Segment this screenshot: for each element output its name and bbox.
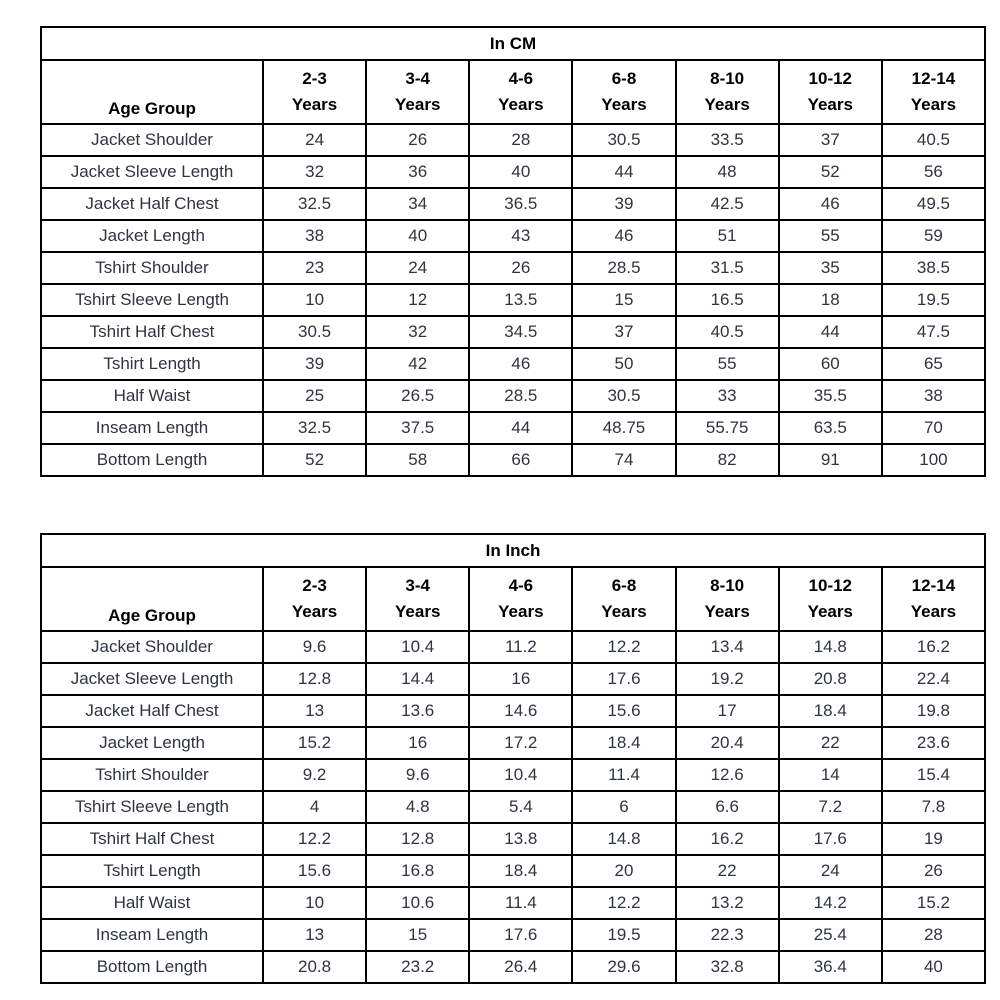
size-value-cell: 13 — [263, 695, 366, 727]
size-value-cell: 17 — [676, 695, 779, 727]
size-value-cell: 22.3 — [676, 919, 779, 951]
age-unit-label: Years — [498, 95, 544, 114]
size-value-cell: 28.5 — [469, 380, 572, 412]
measurement-row — [41, 124, 985, 156]
size-value-cell: 22.4 — [882, 663, 985, 695]
size-value-cell: 11.2 — [469, 631, 572, 663]
age-range-label: 2-3 — [302, 68, 327, 88]
size-value-cell: 59 — [882, 220, 985, 252]
measurement-row — [41, 220, 985, 252]
size-value-cell: 9.6 — [366, 759, 469, 791]
size-value-cell: 11.4 — [469, 887, 572, 919]
age-col-header-10-12 — [779, 567, 882, 631]
size-table-cm — [40, 26, 986, 477]
size-value-cell: 26 — [469, 252, 572, 284]
measurement-row — [41, 663, 985, 695]
size-value-cell: 12 — [366, 284, 469, 316]
size-value-cell: 58 — [366, 444, 469, 476]
size-value-cell: 35 — [779, 252, 882, 284]
size-value-cell: 19.2 — [676, 663, 779, 695]
age-range-label: 3-4 — [405, 68, 430, 88]
size-value-cell: 37 — [779, 124, 882, 156]
size-value-cell: 60 — [779, 348, 882, 380]
size-value-cell: 12.8 — [263, 663, 366, 695]
table-header-row — [41, 60, 985, 124]
age-unit-label: Years — [704, 602, 750, 621]
size-value-cell: 23 — [263, 252, 366, 284]
size-value-cell: 20.8 — [779, 663, 882, 695]
measurement-label: Inseam Length — [41, 412, 263, 444]
measurement-row — [41, 412, 985, 444]
size-value-cell: 40 — [882, 951, 985, 983]
age-unit-label: Years — [601, 602, 647, 621]
size-value-cell: 44 — [469, 412, 572, 444]
size-value-cell: 63.5 — [779, 412, 882, 444]
measurement-label: Jacket Half Chest — [41, 188, 263, 220]
size-value-cell: 18.4 — [469, 855, 572, 887]
size-value-cell: 10 — [263, 887, 366, 919]
size-value-cell: 11.4 — [572, 759, 675, 791]
size-value-cell: 17.6 — [572, 663, 675, 695]
size-value-cell: 9.2 — [263, 759, 366, 791]
size-value-cell: 26.5 — [366, 380, 469, 412]
age-unit-label: Years — [910, 95, 957, 114]
size-value-cell: 82 — [676, 444, 779, 476]
size-value-cell: 17.6 — [779, 823, 882, 855]
size-value-cell: 7.8 — [882, 791, 985, 823]
size-value-cell: 42.5 — [676, 188, 779, 220]
table-title-row — [41, 534, 985, 567]
size-value-cell: 15.2 — [263, 727, 366, 759]
size-value-cell: 43 — [469, 220, 572, 252]
size-value-cell: 6.6 — [676, 791, 779, 823]
size-value-cell: 10.4 — [366, 631, 469, 663]
size-value-cell: 20.4 — [676, 727, 779, 759]
age-unit-label: Years — [395, 602, 441, 621]
measurement-label: Bottom Length — [41, 444, 263, 476]
size-value-cell: 14 — [779, 759, 882, 791]
size-value-cell: 12.2 — [263, 823, 366, 855]
measurement-label: Tshirt Half Chest — [41, 316, 263, 348]
age-col-header-12-14 — [882, 60, 985, 124]
table-header-row — [41, 567, 985, 631]
age-col-header-10-12 — [779, 60, 882, 124]
age-unit-label: Years — [291, 602, 338, 621]
size-value-cell: 40 — [366, 220, 469, 252]
size-value-cell: 15 — [366, 919, 469, 951]
size-value-cell: 14.8 — [572, 823, 675, 855]
size-value-cell: 32.5 — [263, 188, 366, 220]
size-value-cell: 48 — [676, 156, 779, 188]
size-value-cell: 13.5 — [469, 284, 572, 316]
age-range-label: 12-14 — [911, 575, 956, 595]
age-unit-label: Years — [704, 95, 750, 114]
size-value-cell: 19 — [882, 823, 985, 855]
size-value-cell: 18.4 — [572, 727, 675, 759]
size-value-cell: 12.2 — [572, 631, 675, 663]
age-unit-label: Years — [395, 95, 441, 114]
age-col-header-6-8 — [572, 567, 675, 631]
measurement-label: Tshirt Shoulder — [41, 759, 263, 791]
size-value-cell: 31.5 — [676, 252, 779, 284]
size-value-cell: 33 — [676, 380, 779, 412]
age-range-label: 4-6 — [508, 68, 534, 88]
size-value-cell: 37.5 — [366, 412, 469, 444]
measurement-row — [41, 631, 985, 663]
size-value-cell: 32.8 — [676, 951, 779, 983]
size-value-cell: 29.6 — [572, 951, 675, 983]
size-value-cell: 39 — [263, 348, 366, 380]
size-value-cell: 74 — [572, 444, 675, 476]
size-value-cell: 10 — [263, 284, 366, 316]
age-range-label: 6-8 — [611, 68, 637, 88]
measurement-row — [41, 444, 985, 476]
measurement-row — [41, 348, 985, 380]
age-col-header-3-4 — [366, 567, 469, 631]
measurement-row — [41, 727, 985, 759]
size-value-cell: 7.2 — [779, 791, 882, 823]
size-value-cell: 28 — [882, 919, 985, 951]
size-value-cell: 20 — [572, 855, 675, 887]
measurement-row — [41, 156, 985, 188]
age-range-label: 10-12 — [808, 575, 853, 595]
size-value-cell: 51 — [676, 220, 779, 252]
size-value-cell: 14.4 — [366, 663, 469, 695]
measurement-label: Tshirt Sleeve Length — [41, 284, 263, 316]
size-value-cell: 66 — [469, 444, 572, 476]
age-col-header-2-3 — [263, 567, 366, 631]
measurement-label: Jacket Sleeve Length — [41, 663, 263, 695]
age-unit-label: Years — [291, 95, 338, 114]
measurement-label: Jacket Shoulder — [41, 631, 263, 663]
size-value-cell: 13.6 — [366, 695, 469, 727]
size-value-cell: 32.5 — [263, 412, 366, 444]
measurement-label: Bottom Length — [41, 951, 263, 983]
size-value-cell: 16.8 — [366, 855, 469, 887]
age-range-label: 4-6 — [508, 575, 534, 595]
size-value-cell: 12.6 — [676, 759, 779, 791]
size-value-cell: 52 — [779, 156, 882, 188]
measurement-label: Inseam Length — [41, 919, 263, 951]
size-value-cell: 70 — [882, 412, 985, 444]
age-col-header-8-10 — [676, 60, 779, 124]
size-value-cell: 14.2 — [779, 887, 882, 919]
size-value-cell: 15.4 — [882, 759, 985, 791]
age-range-label: 8-10 — [710, 68, 745, 88]
size-value-cell: 24 — [779, 855, 882, 887]
measurement-label: Half Waist — [41, 380, 263, 412]
table-title-row — [41, 27, 985, 60]
size-value-cell: 15.6 — [572, 695, 675, 727]
size-value-cell: 22 — [779, 727, 882, 759]
size-value-cell: 38 — [882, 380, 985, 412]
measurement-row — [41, 919, 985, 951]
age-col-header-3-4 — [366, 60, 469, 124]
measurement-row — [41, 759, 985, 791]
size-value-cell: 18 — [779, 284, 882, 316]
age-col-header-4-6 — [469, 60, 572, 124]
size-value-cell: 15 — [572, 284, 675, 316]
age-col-header-4-6 — [469, 567, 572, 631]
size-value-cell: 19.8 — [882, 695, 985, 727]
age-unit-label: Years — [910, 602, 957, 621]
size-value-cell: 19.5 — [882, 284, 985, 316]
size-value-cell: 10.4 — [469, 759, 572, 791]
size-value-cell: 17.6 — [469, 919, 572, 951]
size-value-cell: 16.5 — [676, 284, 779, 316]
measurement-label: Jacket Sleeve Length — [41, 156, 263, 188]
age-col-header-12-14 — [882, 567, 985, 631]
measurement-row — [41, 887, 985, 919]
size-value-cell: 30.5 — [572, 380, 675, 412]
table-title: In CM — [41, 27, 985, 60]
size-value-cell: 40.5 — [676, 316, 779, 348]
size-value-cell: 91 — [779, 444, 882, 476]
size-value-cell: 46 — [779, 188, 882, 220]
size-value-cell: 36.4 — [779, 951, 882, 983]
size-value-cell: 34 — [366, 188, 469, 220]
measurement-label: Jacket Length — [41, 727, 263, 759]
age-range-label: 10-12 — [808, 68, 853, 88]
age-range-label: 6-8 — [611, 575, 637, 595]
size-value-cell: 16.2 — [882, 631, 985, 663]
size-value-cell: 46 — [469, 348, 572, 380]
size-value-cell: 16 — [366, 727, 469, 759]
size-value-cell: 40 — [469, 156, 572, 188]
size-value-cell: 65 — [882, 348, 985, 380]
size-value-cell: 13.8 — [469, 823, 572, 855]
age-group-header: Age Group — [41, 60, 263, 124]
size-value-cell: 17.2 — [469, 727, 572, 759]
table-title: In Inch — [41, 534, 985, 567]
size-value-cell: 44 — [572, 156, 675, 188]
measurement-label: Jacket Half Chest — [41, 695, 263, 727]
size-value-cell: 10.6 — [366, 887, 469, 919]
measurement-row — [41, 823, 985, 855]
size-value-cell: 55 — [676, 348, 779, 380]
measurement-label: Tshirt Length — [41, 855, 263, 887]
measurement-row — [41, 855, 985, 887]
size-value-cell: 48.75 — [572, 412, 675, 444]
age-unit-label: Years — [601, 95, 647, 114]
size-value-cell: 56 — [882, 156, 985, 188]
age-group-header: Age Group — [41, 567, 263, 631]
size-value-cell: 30.5 — [572, 124, 675, 156]
measurement-label: Tshirt Sleeve Length — [41, 791, 263, 823]
size-value-cell: 14.8 — [779, 631, 882, 663]
size-value-cell: 28 — [469, 124, 572, 156]
size-value-cell: 46 — [572, 220, 675, 252]
size-value-cell: 38 — [263, 220, 366, 252]
size-value-cell: 52 — [263, 444, 366, 476]
age-range-label: 3-4 — [405, 575, 430, 595]
measurement-row — [41, 252, 985, 284]
size-value-cell: 35.5 — [779, 380, 882, 412]
size-value-cell: 13 — [263, 919, 366, 951]
measurement-row — [41, 791, 985, 823]
size-value-cell: 34.5 — [469, 316, 572, 348]
measurement-row — [41, 316, 985, 348]
size-value-cell: 15.2 — [882, 887, 985, 919]
age-unit-label: Years — [807, 602, 853, 621]
size-value-cell: 14.6 — [469, 695, 572, 727]
size-value-cell: 6 — [572, 791, 675, 823]
size-value-cell: 16 — [469, 663, 572, 695]
size-value-cell: 23.6 — [882, 727, 985, 759]
size-value-cell: 13.4 — [676, 631, 779, 663]
measurement-row — [41, 951, 985, 983]
measurement-label: Tshirt Length — [41, 348, 263, 380]
size-value-cell: 25 — [263, 380, 366, 412]
measurement-label: Jacket Shoulder — [41, 124, 263, 156]
size-value-cell: 23.2 — [366, 951, 469, 983]
age-unit-label: Years — [498, 602, 544, 621]
size-value-cell: 49.5 — [882, 188, 985, 220]
measurement-row — [41, 188, 985, 220]
size-value-cell: 26 — [366, 124, 469, 156]
age-col-header-6-8 — [572, 60, 675, 124]
size-value-cell: 12.2 — [572, 887, 675, 919]
size-value-cell: 12.8 — [366, 823, 469, 855]
size-value-cell: 55.75 — [676, 412, 779, 444]
size-value-cell: 33.5 — [676, 124, 779, 156]
size-value-cell: 55 — [779, 220, 882, 252]
size-value-cell: 42 — [366, 348, 469, 380]
size-value-cell: 15.6 — [263, 855, 366, 887]
size-value-cell: 36 — [366, 156, 469, 188]
size-value-cell: 100 — [882, 444, 985, 476]
size-value-cell: 26 — [882, 855, 985, 887]
measurement-label: Tshirt Shoulder — [41, 252, 263, 284]
size-value-cell: 30.5 — [263, 316, 366, 348]
size-value-cell: 26.4 — [469, 951, 572, 983]
size-value-cell: 19.5 — [572, 919, 675, 951]
size-value-cell: 38.5 — [882, 252, 985, 284]
size-value-cell: 32 — [366, 316, 469, 348]
measurement-row — [41, 695, 985, 727]
size-value-cell: 47.5 — [882, 316, 985, 348]
size-value-cell: 13.2 — [676, 887, 779, 919]
size-value-cell: 37 — [572, 316, 675, 348]
measurement-row — [41, 284, 985, 316]
size-value-cell: 24 — [366, 252, 469, 284]
size-value-cell: 28.5 — [572, 252, 675, 284]
size-value-cell: 22 — [676, 855, 779, 887]
size-value-cell: 4 — [263, 791, 366, 823]
age-col-header-2-3 — [263, 60, 366, 124]
size-value-cell: 20.8 — [263, 951, 366, 983]
age-range-label: 2-3 — [302, 575, 327, 595]
measurement-label: Half Waist — [41, 887, 263, 919]
size-value-cell: 16.2 — [676, 823, 779, 855]
size-value-cell: 5.4 — [469, 791, 572, 823]
measurement-label: Tshirt Half Chest — [41, 823, 263, 855]
age-range-label: 12-14 — [911, 68, 956, 88]
size-value-cell: 25.4 — [779, 919, 882, 951]
measurement-row — [41, 380, 985, 412]
size-value-cell: 18.4 — [779, 695, 882, 727]
size-value-cell: 24 — [263, 124, 366, 156]
age-range-label: 8-10 — [710, 575, 745, 595]
age-col-header-8-10 — [676, 567, 779, 631]
size-value-cell: 50 — [572, 348, 675, 380]
size-value-cell: 36.5 — [469, 188, 572, 220]
size-value-cell: 39 — [572, 188, 675, 220]
size-value-cell: 4.8 — [366, 791, 469, 823]
size-value-cell: 40.5 — [882, 124, 985, 156]
size-table-inch — [40, 533, 986, 984]
measurement-label: Jacket Length — [41, 220, 263, 252]
age-unit-label: Years — [807, 95, 853, 114]
size-value-cell: 44 — [779, 316, 882, 348]
size-value-cell: 32 — [263, 156, 366, 188]
size-value-cell: 9.6 — [263, 631, 366, 663]
